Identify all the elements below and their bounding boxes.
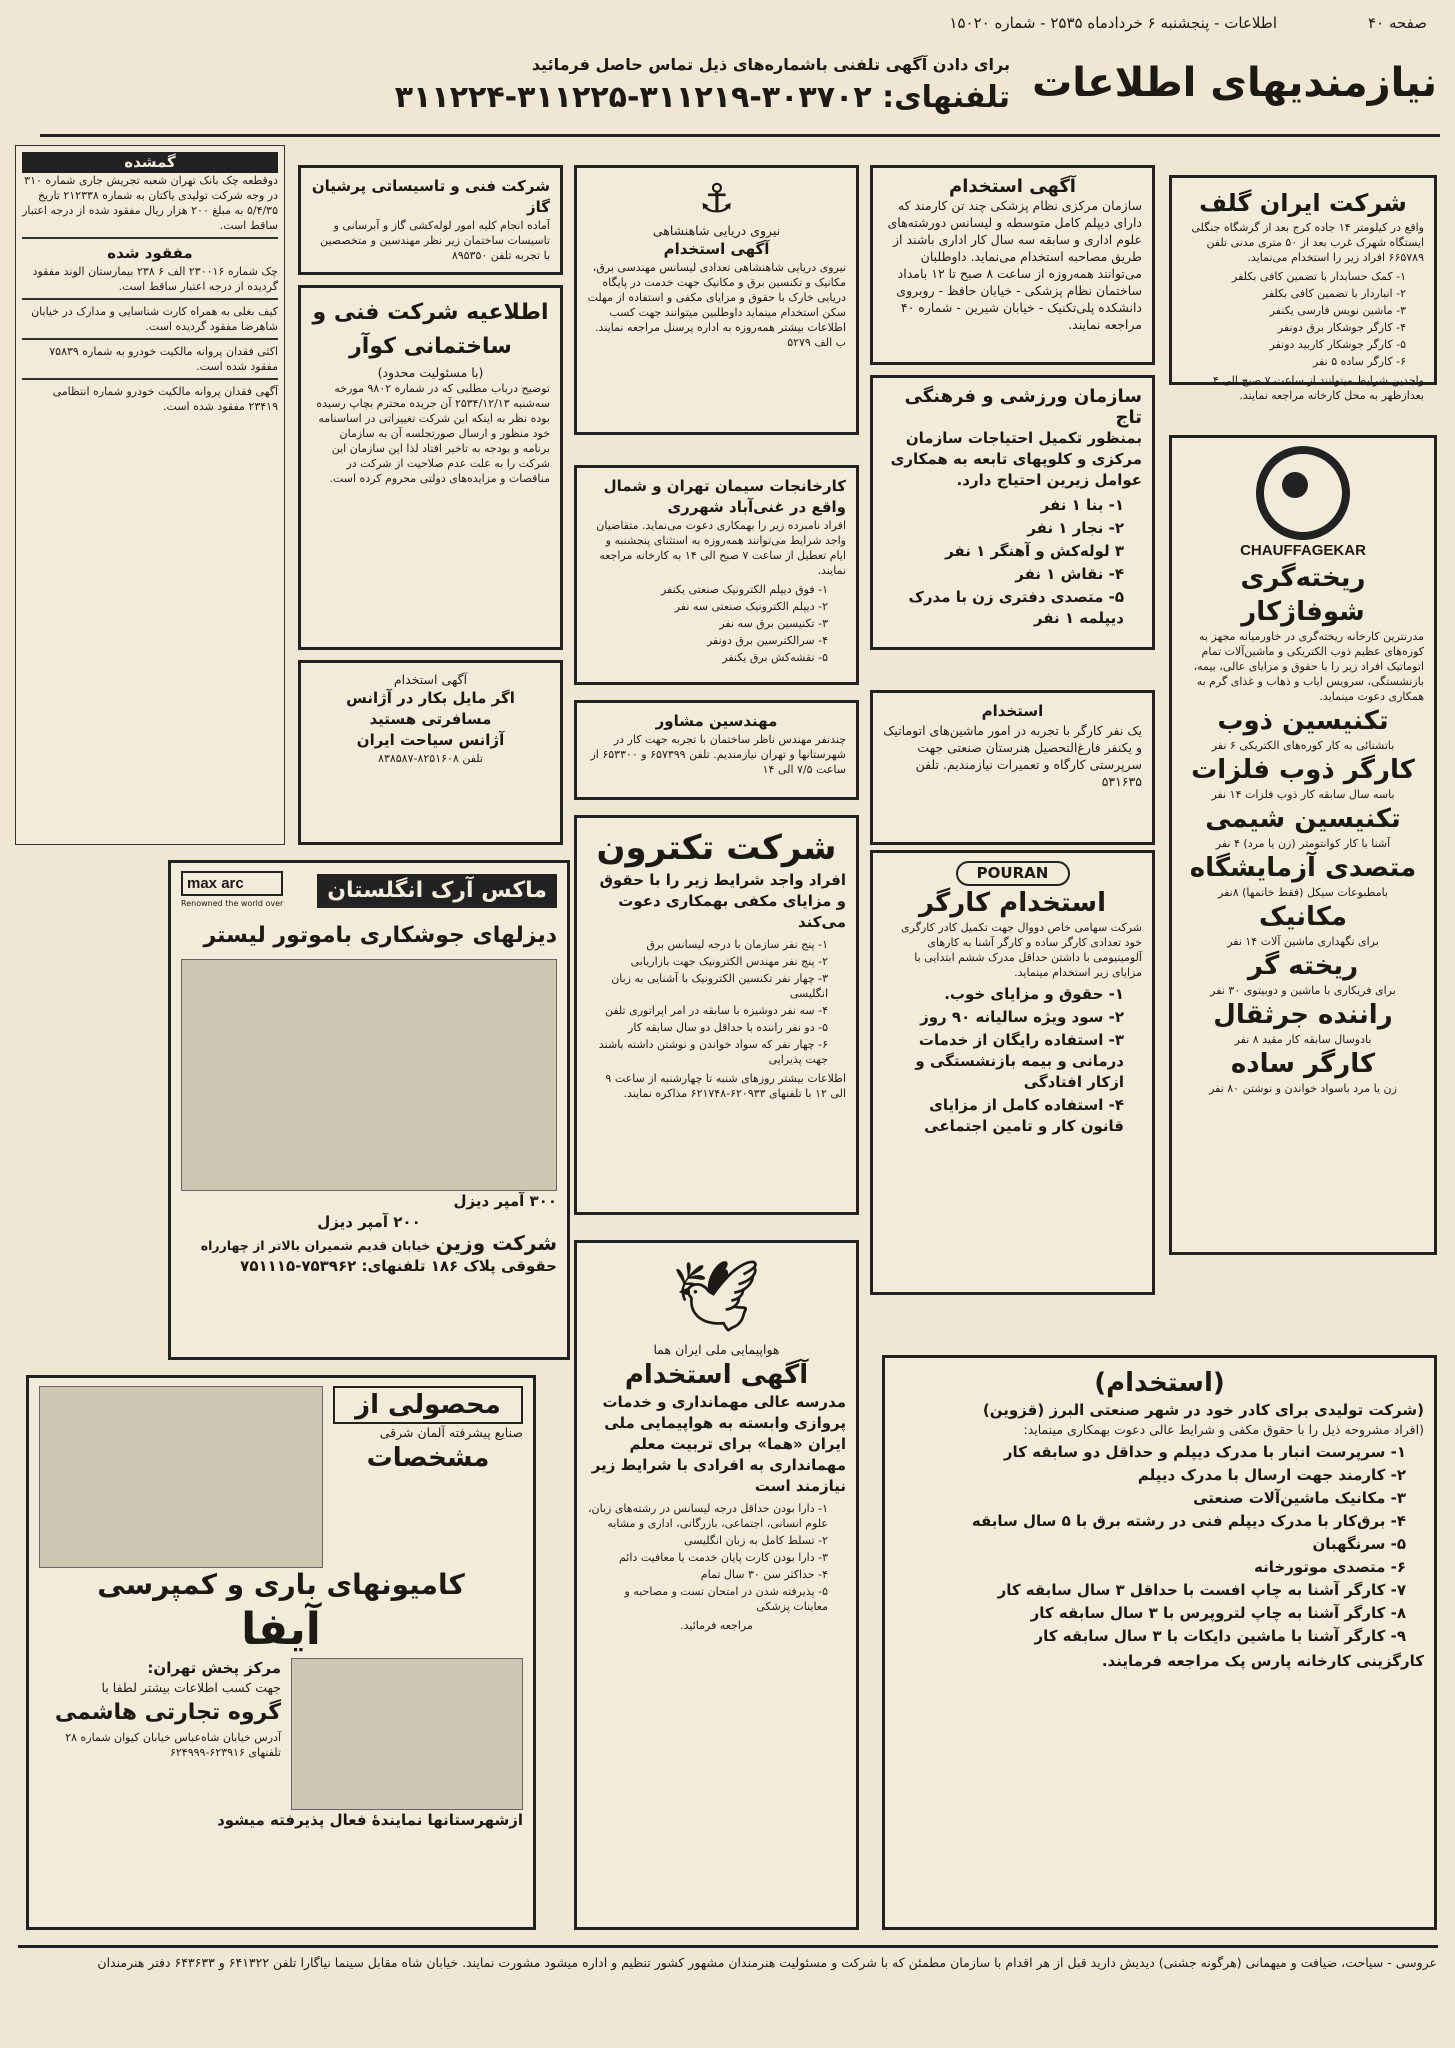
list-item: ۶- کارگر ساده ۵ نفر xyxy=(1313,355,1406,368)
masthead-title: نیازمندیهای اطلاعات xyxy=(1032,60,1437,106)
gulf-list xyxy=(1182,269,1424,369)
phones: تلفنهای: ۳۰۳۷۰۲-۳۱۱۲۱۹-۳۱۱۲۲۵-۳۱۱۲۲۴ xyxy=(394,80,1010,115)
maxarc-address: خیابان قدیم شمیران بالاتر از چهارراه xyxy=(200,1238,431,1253)
bottom-strip: عروسی - سیاحت، ضیافت و میهمانی (هرگونه جشنی) دیدیش دارید قبل از هر اقدام با سازمان مطمئن که با شرکت و مسئولیت هنرمندان مشهور کشور تنظیم و اداره میشود مشورت نمایند. خیابان شاه مقابل سینما نیاگارا تلفن ۶۴۱۳۲۲ و ۶۴۳۶۳۳ دفتر هنرمندان xyxy=(97,1955,1437,1970)
ad-ifa xyxy=(26,1375,536,1930)
list-item: ۲- کارمند جهت ارسال با مدرک دیپلم xyxy=(1137,1466,1406,1484)
ad-homa xyxy=(574,1240,859,1930)
chauffage-brand: CHAUFFAGEKAR xyxy=(1240,542,1366,559)
alborz-intro: (افراد مشروحه ذیل را با حقوق مکفی و شرایط عالی دعوت بهمکاری مینماید: xyxy=(1023,1422,1424,1437)
list-item: ۳- دارا بودن کارت پایان خدمت یا معافیت دائم xyxy=(618,1551,828,1564)
list-item: ۳- چهار نفر تکنسین الکترونیک با آشنایی به زبان انگلیسی xyxy=(611,972,828,1000)
maxarc-amp2: ۲۰۰ آمپر دیزل xyxy=(317,1213,421,1231)
job-title: کارگر ذوب فلزات xyxy=(1191,755,1415,785)
health-body: سازمان مرکزی نظام پزشکی چند تن کارمند که دارای دیپلم کامل متوسطه و لیسانس دورشته‌های علوم اداری و سابقه سه سال کار اداری باشند از طریق مصاحبه استخدام می‌نماید. داوطلبان می‌توانند همه‌روزه از ساعت ۸ صبح تا ۱۲ بامداد ساختمان نظام پزشکی - خیابان حافظ - روبروی دانشکده پلی‌تکنیک - خیابان شیرین - شماره ۴۰ مراجعه نمایند. xyxy=(887,198,1142,332)
ifa-tag: ازشهرستانها نمایندۀ فعال پذیرفته میشود xyxy=(217,1811,523,1829)
agency-name: آژانس سیاحت ایران xyxy=(356,731,505,749)
ad-alborz xyxy=(882,1355,1437,1930)
ad-gulf xyxy=(1169,175,1437,402)
cement-body: افراد نامبرده زیر را بهمکاری دعوت می‌نماید. متقاضیان واجد شرایط می‌توانند همه‌روزه به استثنای پنجشنبه و ایام تعطیل از ساعت ۷ صبح الی ۱۴ به کارخانه مراجعه نمایند. xyxy=(596,519,846,577)
list-item: ۸- کارگر آشنا به چاپ لتروپرس با ۳ سال سابقه کار xyxy=(1030,1604,1406,1622)
pouran-list xyxy=(883,984,1142,1137)
list-item: چک شماره ۲۳۰۰۱۶ الف ۶ ۲۳۸ بیمارستان الوند مفقود گردیده از درجه اعتبار ساقط است. xyxy=(32,265,278,293)
header-rule xyxy=(40,134,1440,137)
homa-footer: مراجعه فرمائید. xyxy=(680,1619,753,1632)
ad-gas xyxy=(298,165,563,275)
maxarc-brand: max arc xyxy=(181,871,283,896)
ad-mohandesin xyxy=(574,700,859,800)
anchor-icon: ⚓ xyxy=(698,176,735,222)
ifa-more: جهت کسب اطلاعات بیشتر لطفا با xyxy=(101,1680,281,1695)
top-line xyxy=(17,14,1437,36)
mohandesin-body: چندنفر مهندس ناظر ساختمان با تجربه جهت کار در شهرستانها و تهران نیازمندیم. تلفن ۶۵۷۳۹۹ و ۶۵۳۳۰۰ از ساعت ۷/۵ الی ۱۴ xyxy=(590,733,846,776)
health-title: آگهی استخدام xyxy=(949,176,1076,197)
job-title: ریخته گر xyxy=(1247,951,1359,981)
agency-title: آگهی استخدام xyxy=(393,672,468,687)
chauffage-body: مدرنترین کارخانه ریخته‌گری در خاورمیانه مجهز به کوره‌های عظیم ذوب الکتریکی و ماشین‌آلات تمام اتوماتیک افراد زیر را با حقوق و مزایای عالی، بیمه، بازنشستگی، سرویس ایاب و ذهاب و غذای گرم به همکاری دعوت مینماید. xyxy=(1193,630,1424,703)
list-item: ۱- پنج نفر سازمان با درجه لیسانس برق xyxy=(646,938,828,951)
ifa-header: محصولی از xyxy=(333,1386,523,1424)
maxarc-tag: Renowned the world over xyxy=(181,899,284,908)
list-item: ۱- حقوق و مزایای خوب. xyxy=(944,985,1124,1003)
list-item: ۳- تکنیسین برق سه نفر xyxy=(719,617,828,630)
job-note: زن یا مرد باسواد خواندن و نوشتن ۸۰ نفر xyxy=(1209,1082,1397,1095)
list-item: آگهی فقدان پروانه مالکیت خودرو شماره انتظامی ۲۳۴۱۹ مفقود شده است. xyxy=(52,385,278,413)
ifa-company: گروه تجارتی هاشمی xyxy=(54,1700,281,1725)
list-item: ۴- سه نفر دوشیزه با سابقه در امر اپراتوری تلفن xyxy=(604,1004,828,1017)
date-line: اطلاعات - پنجشنبه ۶ خردادماه ۲۵۳۵ - شماره ۱۵۰۲۰ xyxy=(949,14,1277,32)
ad-chauffage xyxy=(1169,435,1437,1255)
gear-icon xyxy=(1256,446,1350,540)
chauffage-title: ریخته‌گری شوفاژکار xyxy=(1240,563,1366,627)
list-item: اکثی فقدان پروانه مالکیت خودرو به شماره ۷۵۸۳۹ مفقود شده است. xyxy=(49,345,278,373)
ifa-brand: آیفا xyxy=(241,1604,321,1655)
tektron-list xyxy=(587,937,846,1067)
lost-title: گمشده xyxy=(22,152,278,173)
list-item: دوقطعه چک بانک تهران شعبه تجریش جاری شماره ۳۱۰ در وجه شرکت تولیدی یاکتان به شماره ۲۱۲۳۳۸ تاریخ ۵/۴/۳۵ به مبلغ ۲۰۰ هزار ریال مفقود شده از درجه اعتبار ساقط است. xyxy=(22,174,278,232)
list-item: ۱- بنا ۱ نفر xyxy=(1040,496,1124,514)
ad-cement xyxy=(574,465,859,685)
maxarc-company: شرکت وزین xyxy=(435,1231,557,1255)
ad-pouran xyxy=(870,850,1155,1295)
list-item: ۴- کارگر جوشکار برق دونفر xyxy=(1277,321,1406,334)
list-item: ۵- پذیرفته شدن در امتحان تست و مصاحبه و معاینات پزشکی xyxy=(624,1585,828,1613)
list-item: کیف بغلی به همراه کارت شناسایی و مدارک در خیابان شاهرضا مفقود گردیده است. xyxy=(31,305,278,333)
header-contact xyxy=(40,54,1010,134)
tektron-title: شرکت تکترون xyxy=(596,828,837,868)
bird-icon: 🕊 xyxy=(672,1255,761,1337)
kowar-sub: (با مسئولیت محدود) xyxy=(377,365,484,380)
ad-kowar xyxy=(298,285,563,650)
truck-image xyxy=(291,1658,523,1810)
gulf-footer: واجدین شرایط میتوانند از ساعت ۷ صبح الی ۴ بعدازظهر به محل کارخانه مراجعه نمایند. xyxy=(1212,374,1424,402)
ifa-side xyxy=(333,1386,523,1568)
ad-travel-agency xyxy=(298,660,563,845)
alborz-list xyxy=(895,1442,1424,1647)
maxarc-logo xyxy=(181,871,283,911)
job-title: تکنیسین ذوب xyxy=(1217,706,1389,736)
maxarc-title: ماکس آرک انگلستان xyxy=(317,874,557,908)
list-item: ۳ لوله‌کش و آهنگر ۱ نفر xyxy=(945,542,1124,560)
gas-body: آماده انجام کلیه امور لوله‌کشی گاز و آبرسانی و تاسیسات ساختمان زیر نظر مهندسین و متخصصین با تجربه تلفن ۸۹۵۳۵۰ xyxy=(320,219,550,262)
job-title: مکانیک xyxy=(1259,902,1347,932)
list-item: ۵- کارگر جوشکار کاربید دونفر xyxy=(1269,338,1406,351)
list-item: ۵- نقشه‌کش برق یکنفر xyxy=(722,651,828,664)
navy-org: نیروی دریایی شاهنشاهی xyxy=(652,223,781,238)
job-note: بامطبوعات سیکل (فقط خانمها) ۸نفر xyxy=(1218,886,1388,899)
list-item: ۵- دو نفر راننده با حداقل دو سال سابقه کار xyxy=(628,1021,828,1034)
gulf-body: واقع در کیلومتر ۱۴ جاده کرج بعد از گرشگاه جنگلی ایستگاه شهرک غرب بعد از ۵۰ متری مدنی تلفن ۶۶۵۷۸۹ افراد زیر را استخدام می‌نماید. xyxy=(1191,221,1424,264)
gulf-title: شرکت ایران گلف xyxy=(1199,189,1407,217)
ifa-address: آدرس خیابان شاه‌عباس خیابان کیوان شماره ۲۸ تلفنهای ۶۲۳۹۱۶-۶۲۴۹۹۹ xyxy=(65,1731,281,1759)
list-item: ۲- سود ویژه سالیانه ۹۰ روز xyxy=(920,1008,1124,1026)
job-title: کارگر ساده xyxy=(1230,1049,1376,1079)
list-item: ۴- برق‌کار با مدرک دیپلم فنی در رشته برق با ۵ سال سابقه xyxy=(971,1512,1406,1530)
ad-health-org xyxy=(870,165,1155,365)
sport-list xyxy=(883,495,1142,629)
list-item: ۲- دیپلم الکترونیک صنعتی سه نفر xyxy=(674,600,828,613)
list-item: ۶- متصدی موتورخانه xyxy=(1254,1558,1406,1576)
divider xyxy=(22,237,278,239)
list-item: ۲- پنج نفر مهندس الکترونیک جهت بازاریابی xyxy=(630,955,828,968)
cement-sub: واقع در غنی‌آباد شهرری xyxy=(667,498,846,516)
list-item: ۲- نجار ۱ نفر xyxy=(1027,519,1124,537)
list-item: ۱- دارا بودن حداقل درجه لیسانس در رشته‌های زبان، علوم انسانی، اجتماعی، بازرگانی، اداری و مشابه xyxy=(587,1502,828,1530)
job-title: راننده جرثقال xyxy=(1213,1000,1393,1030)
list-item: ۴- نقاش ۱ نفر xyxy=(1015,565,1124,583)
agency-contact: تلفن ۸۲۵۱۶۰۸-۸۳۸۵۸۷ xyxy=(378,752,483,765)
job-note: بادوسال سابقه کار مقید ۸ نفر xyxy=(1234,1033,1372,1046)
generator-image xyxy=(181,959,557,1191)
kowar-body: توضیح درباب مطلبی که در شماره ۹۸۰۲ مورخه سه‌شنبه ۲۵۳۴/۱۲/۱۳ آن جریده محترم بچاپ رسیده بوده نظر به اینکه این شرکت تغییراتی در اساسنامه خود منظور و ارسال صورتجلسه آن به سازمان برنامه و بودجه به تاخیر افتاد لذا این سازمان این شرکت را به علت عدم صلاحیت از شرکت در مناقصات و مزایده‌های دولتی محروم کرده است. xyxy=(316,382,550,485)
job-note: برای فریکاری با ماشین و دوبیتوی ۳۰ نفر xyxy=(1210,984,1396,997)
masthead xyxy=(1017,48,1437,128)
maxarc-phones: حقوقی پلاک ۱۸۶ تلفنهای: ۷۵۳۹۶۲-۷۵۱۱۱۵ xyxy=(240,1257,557,1275)
ad-navy xyxy=(574,165,859,435)
homa-list xyxy=(587,1501,846,1614)
ifa-spec-title: مشخصات xyxy=(366,1443,490,1473)
call-note: برای دادن آگهی تلفنی باشماره‌های ذیل تماس حاصل فرمائید xyxy=(531,55,1010,74)
job-title: تکنیسین شیمی xyxy=(1205,804,1401,834)
truck-image xyxy=(39,1386,323,1568)
navy-title: آگهی استخدام xyxy=(663,240,770,258)
alborz-sub: (شرکت تولیدی برای کادر خود در شهر صنعتی البرز (قزوین) xyxy=(982,1401,1424,1419)
list-item: ۱- سرپرست انبار با مدرک دیپلم و حداقل دو سابقه کار xyxy=(1003,1443,1406,1461)
ifa-office: مرکز پخش تهران: xyxy=(147,1659,281,1677)
ad-maxarc xyxy=(168,860,570,1360)
hire-body: یک نفر کارگر با تجربه در امور ماشین‌های اتوماتیک و یکنفر فارغ‌التحصیل هنرستان صنعتی جهت سرپرستی کارگاه و تعمیرات نیازمندیم. تلفن ۵۳۱۶۳۵ xyxy=(883,723,1142,789)
found-title: مفقود شده xyxy=(107,244,193,262)
left-column xyxy=(15,145,285,845)
list-item: ۲- انباردار با تضمین کافی بکلفر xyxy=(1262,287,1406,300)
homa-intro: مدرسه عالی مهمانداری و خدمات پروازی وابسته به هواپیمایی ملی ایران «هما» برای تربیت معلم مهمانداری به افرادی با شرایط زیر نیازمند است xyxy=(591,1393,846,1495)
list-item: ۳- مکانیک ماشین‌آلات صنعتی xyxy=(1193,1489,1406,1507)
ad-hire-small xyxy=(870,690,1155,845)
sport-title: سازمان ورزشی و فرهنگی تاج xyxy=(904,386,1142,428)
list-item: ۴- سرالکترسین برق دونفر xyxy=(706,634,828,647)
list-item: ۵- متصدی دفتری زن با مدرک دیپلمه ۱ نفر xyxy=(908,588,1124,627)
ifa-contact xyxy=(39,1658,281,1810)
maxarc-amp: ۳۰۰ آمپر دیزل xyxy=(453,1192,557,1210)
list-item: ۳- استفاده رایگان از خدمات درمانی و بیمه بازنشستگی و ازکار افتادگی xyxy=(915,1031,1124,1091)
divider xyxy=(22,338,278,340)
job-note: برای نگهداری ماشین آلات ۱۴ نفر xyxy=(1227,935,1379,948)
maxarc-company-line xyxy=(181,1233,557,1256)
homa-brand: هواپیمایی ملی ایران هما xyxy=(653,1342,780,1357)
navy-body: نیروی دریایی شاهنشاهی تعدادی لیسانس مهندسی برق، مکانیک و تکنسین برق و مکانیک جهت خدمت در پایگاه دریایی خارک با حقوق و مزایای مکفی و استفاده از مهلت سکن استخدام مینماید داوطلبین میتوانند جهت کسب اطلاعات بیشتر همه‌روزه به اداره پرسنل مراجعه نمایند. xyxy=(587,261,846,334)
pouran-intro: شرکت سهامی خاص دووال جهت تکمیل کادر کارگری خود تعدادی کارگر ساده و کارگر آشنا به کارهای آلومینیومی با داشتن حداقل مدرک ششم ابتدایی با مزایای زیر استخدام مینماید. xyxy=(901,921,1142,979)
divider xyxy=(22,298,278,300)
list-item: ۶- چهار نفر که سواد خواندن و نوشتن داشته باشند جهت پذیرایی xyxy=(598,1038,828,1066)
list-item: ۹- کارگر آشنا با ماشین دایکات با ۳ سال سابقه کار xyxy=(1034,1627,1406,1645)
list-item: ۷- کارگر آشنا به چاپ افست با حداقل ۳ سال سابقه کار xyxy=(997,1581,1406,1599)
maxarc-headline: دیزلهای جوشکاری باموتور لیستر xyxy=(203,923,557,948)
mohandesin-title: مهندسین مشاور xyxy=(655,712,778,730)
divider xyxy=(22,378,278,380)
navy-code: ب الف ۵۲۷۹ xyxy=(787,336,846,349)
job-title: متصدی آزمایشگاه xyxy=(1189,853,1417,883)
gas-title: شرکت فنی و تاسیساتی پرشیان گاز xyxy=(311,177,550,216)
cement-list xyxy=(587,582,846,665)
alborz-title: (استخدام) xyxy=(1094,1368,1225,1398)
cement-title: کارخانجات سیمان تهران و شمال xyxy=(603,477,846,495)
agency-body: اگر مایل بکار در آژانس مسافرتی هستید xyxy=(346,689,515,728)
tektron-footer: اطلاعات بیشتر روزهای شنبه تا چهارشنبه از ساعت ۹ الی ۱۲ با تلفنهای ۶۲۰۹۳۳-۶۲۱۷۴۸ مذاکره نمایند. xyxy=(605,1072,846,1100)
pouran-brand: POURAN xyxy=(956,861,1070,886)
alborz-footer: کارگزینی کارخانه پارس پک مراجعه فرمایند. xyxy=(1101,1652,1424,1670)
job-note: آشنا با کار کوانتومتر (زن یا مرد) ۴ نفر xyxy=(1215,837,1391,850)
homa-title: آگهی استخدام xyxy=(624,1360,809,1390)
hire-title: استخدام xyxy=(981,702,1044,720)
tektron-intro: افراد واجد شرایط زیر را با حقوق و مزایای مکفی بهمکاری دعوت می‌کند xyxy=(599,871,846,931)
list-item: ۱- کمک حسابدار با تضمین کافی بکلفر xyxy=(1232,270,1406,283)
job-note: باسه سال سابقه کار ذوب فلزات ۱۴ نفر xyxy=(1211,788,1395,801)
list-item: ۲- تسلط کامل به زبان انگلیسی xyxy=(683,1534,828,1547)
list-item: ۴- استفاده کامل از مزایای قانون کار و تامین اجتماعی xyxy=(924,1096,1124,1135)
page-label: صفحه ۴۰ xyxy=(1368,14,1427,32)
job-note: باتشنائی به کار کوره‌های الکتریکی ۶ نفر xyxy=(1211,739,1395,752)
ad-sport xyxy=(870,375,1155,650)
list-item: ۴- حداکثر سن ۳۰ سال تمام xyxy=(700,1568,828,1581)
list-item: ۱- فوق دیپلم الکترونیک صنعتی یکنفر xyxy=(660,583,828,596)
bottom-rule xyxy=(18,1945,1438,1948)
list-item: ۵- سرنگهبان xyxy=(1312,1535,1406,1553)
pouran-title: استخدام کارگر xyxy=(918,888,1106,918)
ifa-maker: صنایع پیشرفته آلمان شرقی xyxy=(379,1425,523,1440)
ifa-headline: کامیونهای باری و کمپرسی xyxy=(97,1568,465,1601)
ad-tektron xyxy=(574,815,859,1215)
kowar-title: اطلاعیه شرکت فنی و ساختمانی کوآر xyxy=(312,300,549,359)
sport-intro: بمنظور تکمیل احتیاجات سازمان مرکزی و کلوپهای تابعه به همکاری عوامل زیرین احتیاج دارد. xyxy=(890,429,1142,489)
list-item: ۳- ماشین نویس فارسی یکنفر xyxy=(1269,304,1406,317)
